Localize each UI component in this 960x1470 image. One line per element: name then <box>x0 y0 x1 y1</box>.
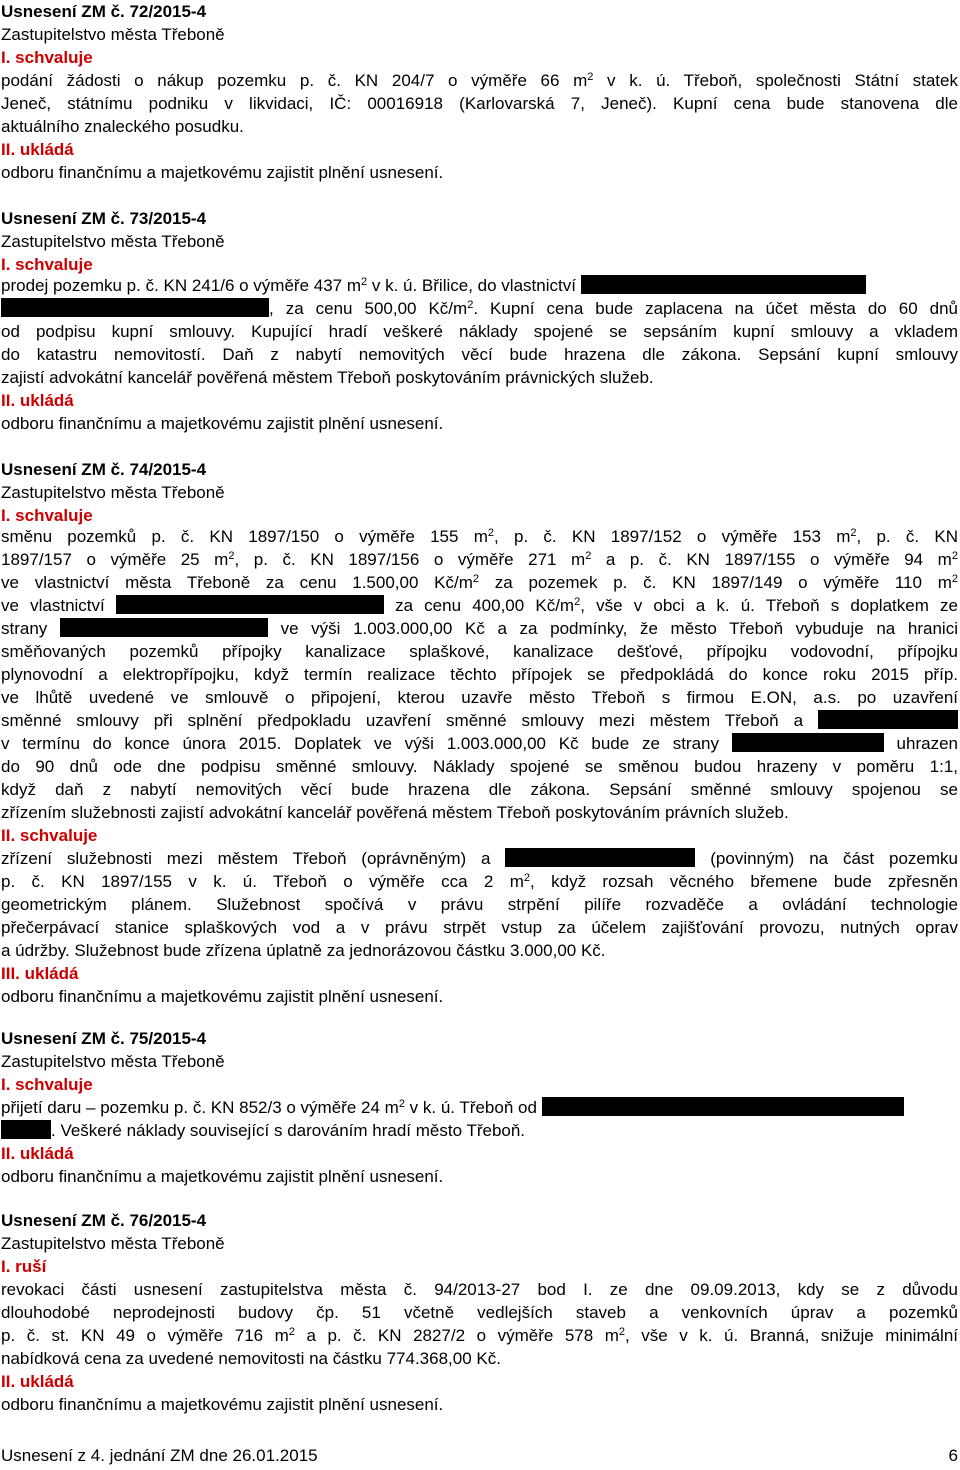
resolution-72-task: odboru finančnímu a majetkovému zajistit plnění usnesení. <box>1 163 444 182</box>
resolution-74-line-10: v termínu do konce února 2015. Doplatek ve výši 1.003.000,00 Kč bude ze strany uhrazen <box>1 734 958 753</box>
resolution-76-title: Usnesení ZM č. 76/2015-4 <box>1 1211 207 1230</box>
resolution-74-line-2: 1897/157 o výměře 25 $m^2$, p. č. KN 1897/156 o výměře 271 $m^2$ a p. č. KN 1897/155 o výměře 94 $m^2$ <box>1 550 958 569</box>
resolution-75-task: odboru finančnímu a majetkovému zajistit plnění usnesení. <box>1 1167 444 1186</box>
redaction-box <box>116 595 384 614</box>
resolution-75-line-2: . Veškeré náklady související s darováním hradí město Třeboň. <box>1 1119 525 1142</box>
resolution-72-line-3: aktuálního znaleckého posudku. <box>1 117 244 136</box>
resolution-75-line-1: přijetí daru – pozemku p. č. KN 852/3 o výměře 24 $m^2$ v k. ú. Třeboň od <box>1 1096 904 1119</box>
resolution-74-servitude-line-4: přečerpávací stanice splaškových vod a v právu strpět vstup za účelem zajišťování provozu, nutných oprav <box>1 918 958 937</box>
resolution-75-title: Usnesení ZM č. 75/2015-4 <box>1 1029 207 1048</box>
resolution-74-line-4: ve vlastnictví za cenu 400,00 $Kč/m^2$, vše v obci a k. ú. Třeboň s doplatkem ze <box>1 596 958 615</box>
resolution-74-line-6: směňovaných pozemků přípojky kanalizace splaškové, kanalizace dešťové, přípojku vodovodní, přípojku <box>1 642 958 661</box>
resolution-74-line-12: když daň z nabytí nemovitých věcí bude hrazena dle zákona. Sepsání směnné smlouvy spojenou se <box>1 780 958 799</box>
resolution-74-servitude-line-1: zřízení služebnosti mezi městem Třeboň (oprávněným) a (povinným) na část pozemku <box>1 849 958 868</box>
resolution-74-line-11: do 90 dnů ode dne podpisu směnné smlouvy. Náklady spojené se směnou budou hrazeny v poměru 1:1, <box>1 757 958 776</box>
resolution-74-servitude-line-2: p. č. KN 1897/155 v k. ú. Třeboň o výměře cca 2 $m^2$, když rozsah věcného břemene bude zpřesněn <box>1 872 958 891</box>
resolution-74-line-9: směnné smlouvy při splnění předpokladu uzavření směnné smlouvy mezi městem Třeboň a <box>1 709 958 732</box>
resolution-76-task: odboru finančnímu a majetkovému zajistit plnění usnesení. <box>1 1395 444 1414</box>
footer-meeting-info: Usnesení z 4. jednání ZM dne 26.01.2015 <box>1 1446 318 1465</box>
redaction-box <box>818 710 958 729</box>
resolution-73-line-2: , za cenu 500,00 $Kč/m^2$. Kupní cena bude zaplacena na účet města do 60 dnů <box>1 297 958 320</box>
redaction-box <box>1 1120 51 1139</box>
resolution-74-task: odboru finančnímu a majetkovému zajistit plnění usnesení. <box>1 987 444 1006</box>
resolution-75-point-1: I. schvaluje <box>1 1075 93 1094</box>
resolution-73-title: Usnesení ZM č. 73/2015-4 <box>1 209 207 228</box>
resolution-74-servitude-line-5: a údržby. Služebnost bude zřízena úplatně za jednorázovou částku 3.000,00 Kč. <box>1 941 606 960</box>
resolution-75-point-2: II. ukládá <box>1 1144 74 1163</box>
resolution-74-servitude-line-3: geometrickým plánem. Služebnost spočívá v právu strpění pilíře rozvaděče a ovládání technologie <box>1 895 958 914</box>
redaction-box <box>581 275 866 294</box>
resolution-72-point-2: II. ukládá <box>1 140 74 159</box>
resolution-73-task: odboru finančnímu a majetkovému zajistit plnění usnesení. <box>1 414 444 433</box>
resolution-76-council: Zastupitelstvo města Třeboně <box>1 1234 225 1253</box>
resolution-76-line-3: p. č. st. KN 49 o výměře 716 $m^2$ a p. č. KN 2827/2 o výměře 578 $m^2$, vše v k. ú. Branná, snižuje minimální <box>1 1326 959 1345</box>
redaction-box <box>1 298 269 317</box>
page-number: 6 <box>948 1446 958 1465</box>
resolution-76-point-1: I. ruší <box>1 1257 47 1276</box>
resolution-76-line-2: dlouhodobé neprodejnosti budovy čp. 51 včetně vedlejších staveb a venkovních úprav a pozemků <box>1 1303 958 1322</box>
resolution-74-point-3: III. ukládá <box>1 964 79 983</box>
resolution-73-point-1: I. schvaluje <box>1 255 93 274</box>
resolution-73-line-1: prodej pozemku p. č. KN 241/6 o výměře 437 $m^2$ v k. ú. Břilice, do vlastnictví <box>1 274 866 297</box>
redaction-box <box>542 1097 904 1116</box>
resolution-73-line-4: do katastru nemovitostí. Daň z nabytí nemovitých věcí bude hrazena dle zákona. Sepsání kupní smlouvy <box>1 345 958 364</box>
resolution-73-line-3: od podpisu kupní smlouvy. Kupující hradí veškeré náklady spojené se sepsáním kupní smlouvy a vkladem <box>1 322 958 341</box>
resolution-76-point-2: II. ukládá <box>1 1372 74 1391</box>
resolution-74-council: Zastupitelstvo města Třeboně <box>1 483 225 502</box>
page-footer <box>1 1444 958 1467</box>
redaction-box <box>505 848 695 867</box>
resolution-75-council: Zastupitelstvo města Třeboně <box>1 1052 225 1071</box>
resolution-72-council: Zastupitelstvo města Třeboně <box>1 25 225 44</box>
resolution-74-point-2: II. schvaluje <box>1 826 98 845</box>
resolution-74-line-7: plynovodní a elektropřípojku, když termín realizace těchto přípojek se předpokládá do konce roku 2015 příp. <box>1 665 958 684</box>
resolution-74-line-3: ve vlastnictví města Třeboně za cenu 1.500,00 $Kč/m^2$ za pozemek p. č. KN 1897/149 o výměře 110 $m^2$ <box>1 573 958 592</box>
resolution-74-line-5: strany ve výši 1.003.000,00 Kč a za podmínky, že město Třeboň vybuduje na hranici <box>1 619 958 638</box>
redaction-box <box>60 618 268 637</box>
resolution-72-point-1: I. schvaluje <box>1 48 93 67</box>
resolution-76-line-4: nabídková cena za uvedené nemovitosti na částku 774.368,00 Kč. <box>1 1349 501 1368</box>
resolution-73-line-5: zajistí advokátní kancelář pověřená městem Třeboň poskytováním právnických služeb. <box>1 368 654 387</box>
resolution-72-title: Usnesení ZM č. 72/2015-4 <box>1 2 207 21</box>
resolution-72-line-2: Jeneč, státnímu podniku v likvidaci, IČ: 00016918 (Karlovarská 7, Jeneč). Kupní cena bude stanovena dle <box>1 94 958 113</box>
resolution-73-council: Zastupitelstvo města Třeboně <box>1 232 225 251</box>
resolution-74-title: Usnesení ZM č. 74/2015-4 <box>1 460 207 479</box>
resolution-73-point-2: II. ukládá <box>1 391 74 410</box>
redaction-box <box>732 733 884 752</box>
resolution-76-line-1: revokaci části usnesení zastupitelstva města č. 94/2013-27 bod I. ze dne 09.09.2013, kdy se z důvodu <box>1 1280 958 1299</box>
resolution-74-line-13: zřízením služebnosti zajistí advokátní kancelář pověřená městem Třeboň poskytováním právních služeb. <box>1 803 789 822</box>
resolution-72-line-1: podání žádosti o nákup pozemku p. č. KN 204/7 o výměře 66 $m^2$ v k. ú. Třeboň, společnosti Státní statek <box>1 71 958 90</box>
resolution-74-line-1: směnu pozemků p. č. KN 1897/150 o výměře 155 $m^2$, p. č. KN 1897/152 o výměře 153 $m^2$, p. č. KN <box>1 527 958 546</box>
resolution-74-line-8: ve lhůtě uvedené ve smlouvě o připojení, kterou uzavře město Třeboň s firmou E.ON, a.s. po uzavření <box>1 688 958 707</box>
resolution-74-point-1: I. schvaluje <box>1 506 93 525</box>
